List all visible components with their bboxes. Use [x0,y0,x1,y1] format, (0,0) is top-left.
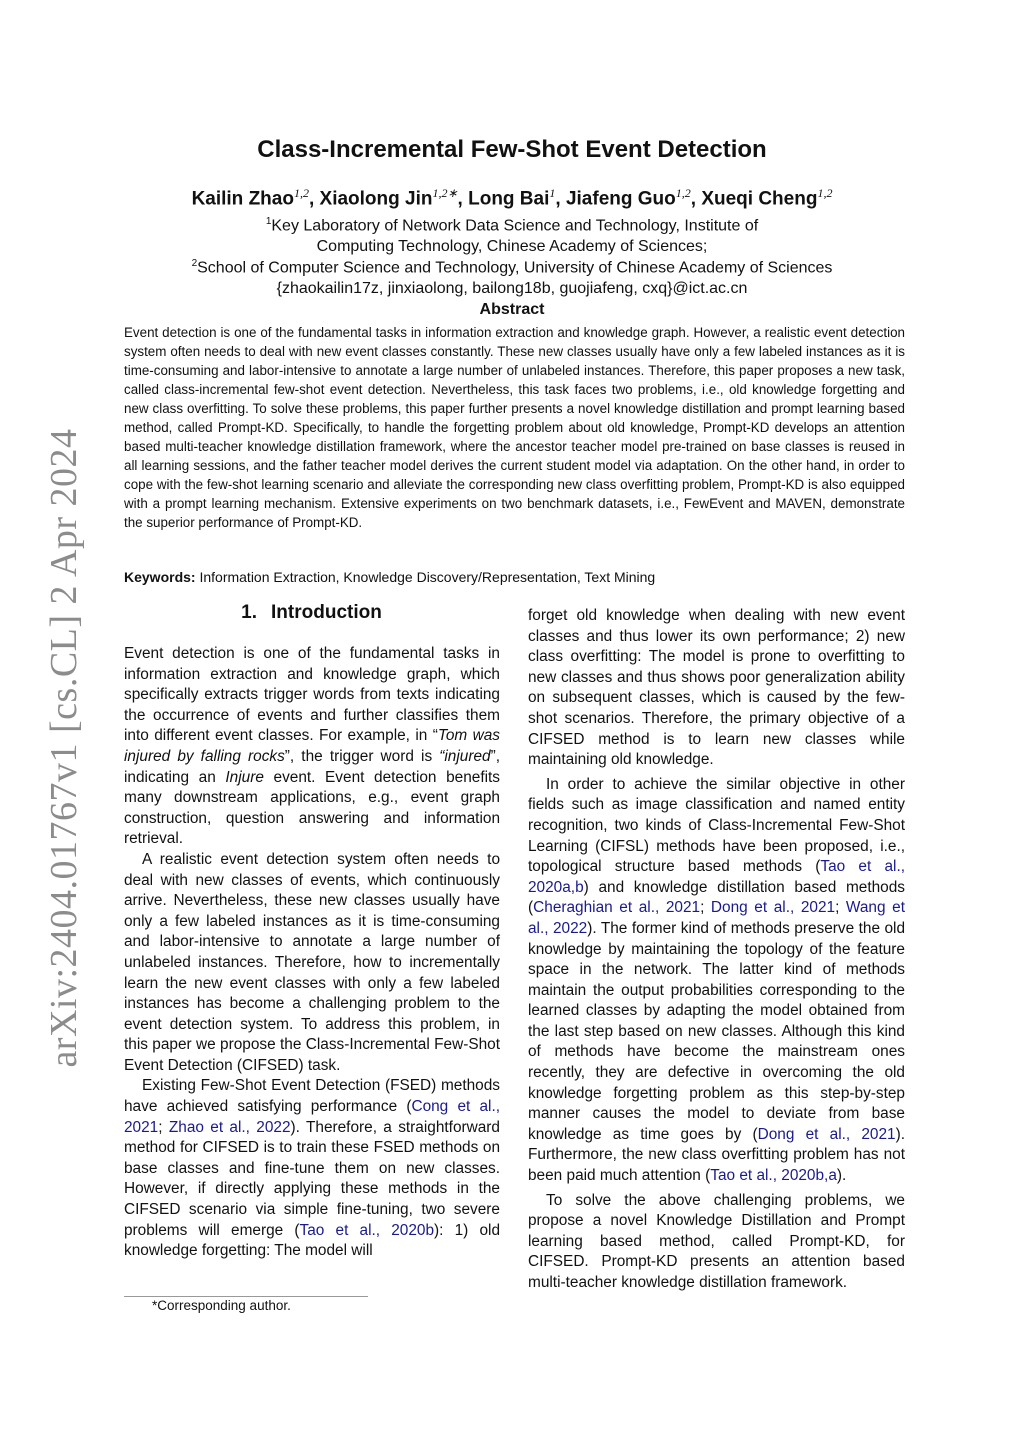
abstract-heading: Abstract [479,301,545,318]
author-name: Jiafeng Guo [565,188,676,210]
citation-link[interactable]: Cheraghian et al., 2021 [533,899,701,917]
footnote-rule [124,1296,368,1297]
citation-link[interactable]: Cong et al., 2021 [124,1098,501,1136]
author-emails: {zhaokailin17z, jinxiaolong, bailong18b, guojiafeng, cxq}@ict.ac.cn [276,280,748,298]
author-name: Xueqi Cheng [701,188,818,210]
author-name: Long Bai [468,188,550,210]
affil-text: Key Laboratory of Network Data Science and Technology, Institute of [271,217,759,235]
paper-title: Class-Incremental Few-Shot Event Detection [257,136,767,163]
section-title: Introduction [271,602,382,623]
citation-link[interactable]: Zhao et al., 2022 [168,1118,291,1136]
citation-link[interactable]: Dong et al., 2021 [710,899,836,917]
right-column [528,606,905,1294]
citation-link[interactable]: Wang et al., 2022 [528,899,905,937]
section-heading [124,602,499,624]
author-affil-sup: 1,2 [293,186,309,200]
abstract-body: Event detection is one of the fundamental tasks in information extraction and knowledge graph. However, a realistic event detection system often needs to deal with new event classes constantly. These new classes usually have only a few labeled instances as it is time-consuming and labor-intensive to annotate a large number of unlabeled instances. Therefore, this paper proposes a new task, called class-incremental few-shot event detection. Nevertheless, this task faces two problems, i.e., old knowledge forgetting and new class overfitting. To solve these problems, this paper further presents a novel knowledge distillation and prompt learning based method, called Prompt-KD. Specifically, to handle the forgetting problem about old knowledge, Prompt-KD develops an attention based multi-teacher knowledge distillation framework, where the ancestor teacher model pre-trained on base classes is reused in all learning sessions, and the father teacher model derives the current student model via adaptation. On the other hand, in order to cope with the few-shot learning scenario and alleviate the corresponding new class overfitting problem, Prompt-KD is also equipped with a prompt learning mechanism. Extensive experiments on two benchmark datasets, i.e., FewEvent and MAVEN, demonstrate the superior performance of Prompt-KD. [124,325,905,530]
affil-text: School of Computer Science and Technology, University of Chinese Academy of Sciences [197,259,833,277]
keywords-label: Keywords: [124,569,196,585]
citation-link[interactable]: Tao et al., 2020a,b [528,858,905,896]
citation-link[interactable]: Dong et al., 2021 [757,1125,896,1143]
affil-text: Computing Technology, Chinese Academy of Sciences; [316,238,708,256]
author-affil-sup: 1,2 [675,186,691,200]
section-number: 1. [241,602,258,623]
author-affil-sup: 1 [549,186,556,200]
paragraph: To solve the above challenging problems, we propose a novel Knowledge Distillation and Prompt learning based method, called Prompt-KD, for CIFSED. Prompt-KD presents an attention based multi-teacher knowledge distillation framework. [528,1191,905,1291]
left-column [124,644,500,1262]
event-type: Injure [225,768,264,786]
author-name: Kailin Zhao [191,188,294,210]
trigger-word: “injured [439,747,491,765]
affiliation-1 [0,211,1024,257]
paragraph: Existing Few-Shot Event Detection (FSED) methods have achieved satisfying performance (Cong et al., 2021; Zhao et al., 2022). Therefore, a straightforward method for CIFSED is to train these FSED methods on base classes and fine-tune them on new classes. However, if directly applying these methods in the CIFSED scenario via simple fine-tuning, two severe problems will emerge (Tao et al., 2020b): 1) old knowledge forgetting: The model will [124,1077,501,1260]
footnote: *Corresponding author. [152,1298,291,1313]
affiliation-2 [0,253,1024,299]
keywords-line [124,569,655,585]
keywords-text: Information Extraction, Knowledge Discovery/Representation, Text Mining [199,569,656,585]
author-affil-sup: 1,2 [817,186,833,200]
paragraph: In order to achieve the similar objective in other fields such as image classification and named entity recognition, two kinds of Class-Incremental Few-Shot Learning (CIFSL) methods have been proposed, i.e., topological structure based methods (Tao et al., 2020a,b) and knowledge distillation based methods (Cheraghian et al., 2021; Dong et al., 2021; Wang et al., 2022). The former kind of methods preserve the old knowledge by maintaining the topology of the feature space in the network. The latter kind of methods maintain the output probabilities corresponding to the learned classes by adapting the model obtained from the last step based on new classes. Although this kind of methods have become the mainstream ones recently, they are defective in overcoming the old knowledge forgetting problem as this step-by-step manner causes the model to deviate from base knowledge as time goes by (Dong et al., 2021). Furthermore, the new class overfitting problem has not been paid much attention (Tao et al., 2020b,a). [528,775,906,1185]
paragraph: A realistic event detection system often needs to deal with new classes of events, which continuously arrive. Nevertheless, these new classes usually have only a few labeled instances as it is time-consuming and labor-intensive to annotate a large number of unlabeled instances. Therefore, how to incrementally learn the new event classes with only a few labeled instances has become a challenging problem to the event detection system. To address this problem, in this paper we propose the Class-Incremental Few-Shot Event Detection (CIFSED) task. [124,850,500,1074]
citation-link[interactable]: Tao et al., 2020b [299,1221,435,1239]
paragraph: forget old knowledge when dealing with new event classes and thus lower its own performance; 2) new class overfitting: The model is prone to overfitting to new classes and thus shows poor generalization ability on subsequent classes, which is caused by the few-shot scenarios. Therefore, the primary objective of a CIFSED method is to learn new classes while maintaining old knowledge. [528,607,905,769]
author-list: Kailin Zhao$^{1,2}$, Xiaolong Jin$^{1,2∗}$, Long Bai$^1$, Jiafeng Guo$^{1,2}$, Xueqi Cheng$^{1,2}$ [191,186,833,210]
example-sentence: Tom was injured by falling rocks [124,727,500,765]
citation-link[interactable]: Tao et al., 2020b,a [710,1167,837,1185]
paragraph: Event detection is one of the fundamental tasks in information extraction and knowledge graph, which specifically extracts trigger words from texts indicating the occurrence of events and further classifies them into different event classes. For example, in “Tom was injured by falling rocks”, the trigger word is “injured”, indicating an Injure event. Event detection benefits many downstream applications, e.g., event graph construction, question answering and information retrieval. [124,645,500,848]
arxiv-stamp-text: arXiv:2404.01767v1 [cs.CL] 2 Apr 2024 [43,428,85,1068]
author-name: Xiaolong Jin [319,188,433,210]
author-affil-sup: 1,2∗ [432,186,458,200]
affil-sup: 1 [265,216,272,227]
affil-sup: 2 [191,258,198,269]
